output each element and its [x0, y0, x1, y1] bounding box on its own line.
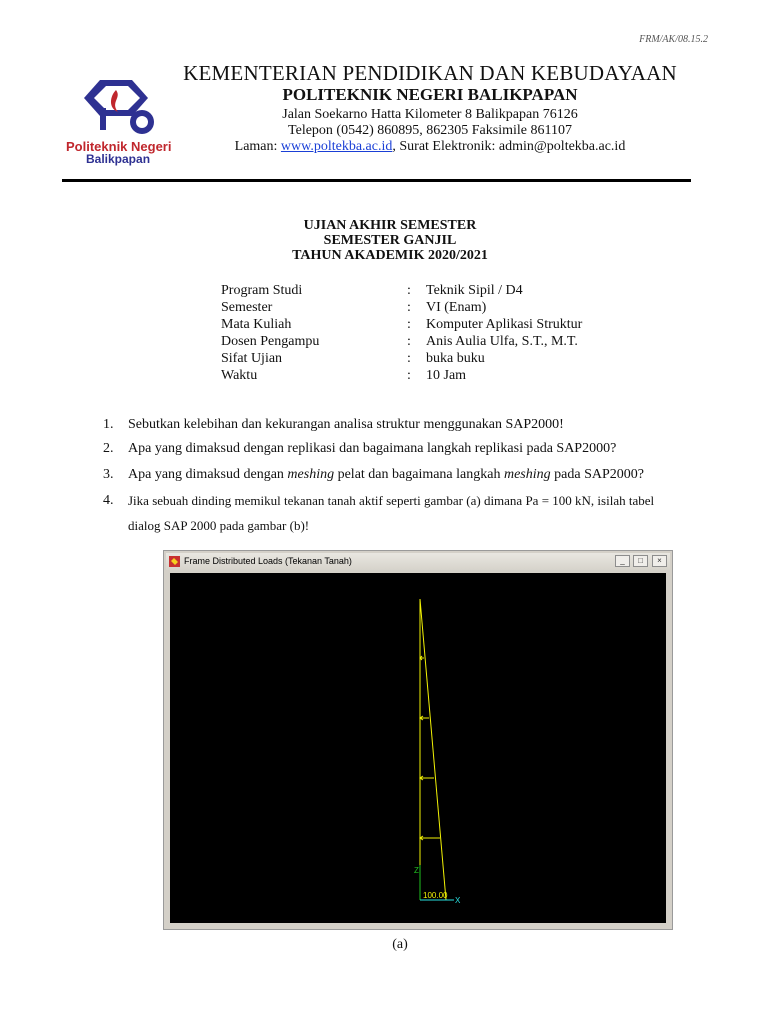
maximize-button[interactable]: □ [633, 555, 648, 567]
load-diagram [170, 573, 666, 923]
question-text: Jika sebuah dinding memikul tekanan tanah aktif seperti gambar (a) dimana Pa = 100 kN, isilah tabel [128, 493, 655, 508]
form-code: FRM/AK/08.15.2 [639, 34, 708, 45]
question-number: 2. [103, 441, 114, 456]
info-label: Dosen Pengampu [221, 334, 320, 349]
ministry-name: KEMENTERIAN PENDIDIKAN DAN KEBUDAYAAN [183, 61, 677, 85]
institution-name: POLITEKNIK NEGERI BALIKPAPAN [282, 85, 578, 104]
window-titlebar [166, 553, 670, 570]
phone: Telepon (0542) 860895, 862305 Faksimile 861107 [288, 123, 572, 138]
info-label: Waktu [221, 368, 258, 383]
info-label: Sifat Ujian [221, 351, 283, 366]
logo-text-line2: Balikpapan [86, 152, 151, 166]
info-value: Komputer Aplikasi Struktur [426, 317, 583, 332]
load-envelope [420, 599, 446, 900]
question-4-continuation: dialog SAP 2000 pada gambar (b)! [128, 518, 310, 533]
header-divider [62, 179, 691, 182]
sap2000-window [163, 550, 673, 930]
axis-x-label: X [455, 896, 461, 905]
info-value: VI (Enam) [426, 300, 487, 315]
info-colon: : [407, 300, 411, 315]
app-icon [169, 556, 180, 567]
info-colon: : [407, 334, 411, 349]
question-text-part: pada SAP2000? [550, 467, 644, 482]
info-value: 10 Jam [426, 368, 467, 383]
info-value: buka buku [426, 351, 485, 366]
question-number: 4. [103, 493, 114, 508]
info-value: Teknik Sipil / D4 [426, 283, 523, 298]
info-value: Anis Aulia Ulfa, S.T., M.T. [426, 334, 578, 349]
exam-year: TAHUN AKADEMIK 2020/2021 [292, 248, 488, 263]
logo-text-line1: Politeknik Negeri [66, 139, 172, 154]
contact-line [150, 139, 710, 155]
minimize-button[interactable]: _ [615, 555, 630, 567]
question-number: 1. [103, 417, 114, 432]
figure-caption: (a) [392, 937, 408, 952]
close-button[interactable]: × [652, 555, 667, 567]
info-colon: : [407, 368, 411, 383]
question-text-part: Apa yang dimaksud dengan [128, 467, 288, 482]
info-colon: : [407, 317, 411, 332]
question-emphasis: meshing [503, 467, 551, 482]
axis-z-label: Z [414, 866, 419, 875]
info-colon: : [407, 283, 411, 298]
question-text-part: pelat dan bagaimana langkah [334, 467, 504, 482]
question-emphasis: meshing [287, 467, 335, 482]
question-text: Apa yang dimaksud dengan replikasi dan bagaimana langkah replikasi pada SAP2000? [128, 441, 617, 456]
question-text [128, 467, 644, 483]
question-number: 3. [103, 467, 114, 482]
website-link[interactable]: www.poltekba.ac.id [280, 139, 393, 154]
info-colon: : [407, 351, 411, 366]
address: Jalan Soekarno Hatta Kilometer 8 Balikpapan 76126 [282, 107, 578, 122]
info-label: Program Studi [221, 283, 303, 298]
load-arrows [420, 656, 440, 840]
exam-title: UJIAN AKHIR SEMESTER [303, 218, 477, 233]
info-label: Mata Kuliah [221, 317, 292, 332]
model-canvas [170, 573, 666, 923]
question-text: Sebutkan kelebihan dan kekurangan analisa struktur menggunakan SAP2000! [128, 417, 564, 432]
exam-semester: SEMESTER GANJIL [323, 233, 457, 248]
website-prefix: Laman: [234, 139, 281, 154]
email-text: , Surat Elektronik: admin@poltekba.ac.id [392, 139, 626, 154]
load-value-label: 100.00 [423, 891, 448, 900]
info-label: Semester [221, 300, 273, 315]
window-title: Frame Distributed Loads (Tekanan Tanah) [184, 556, 352, 566]
